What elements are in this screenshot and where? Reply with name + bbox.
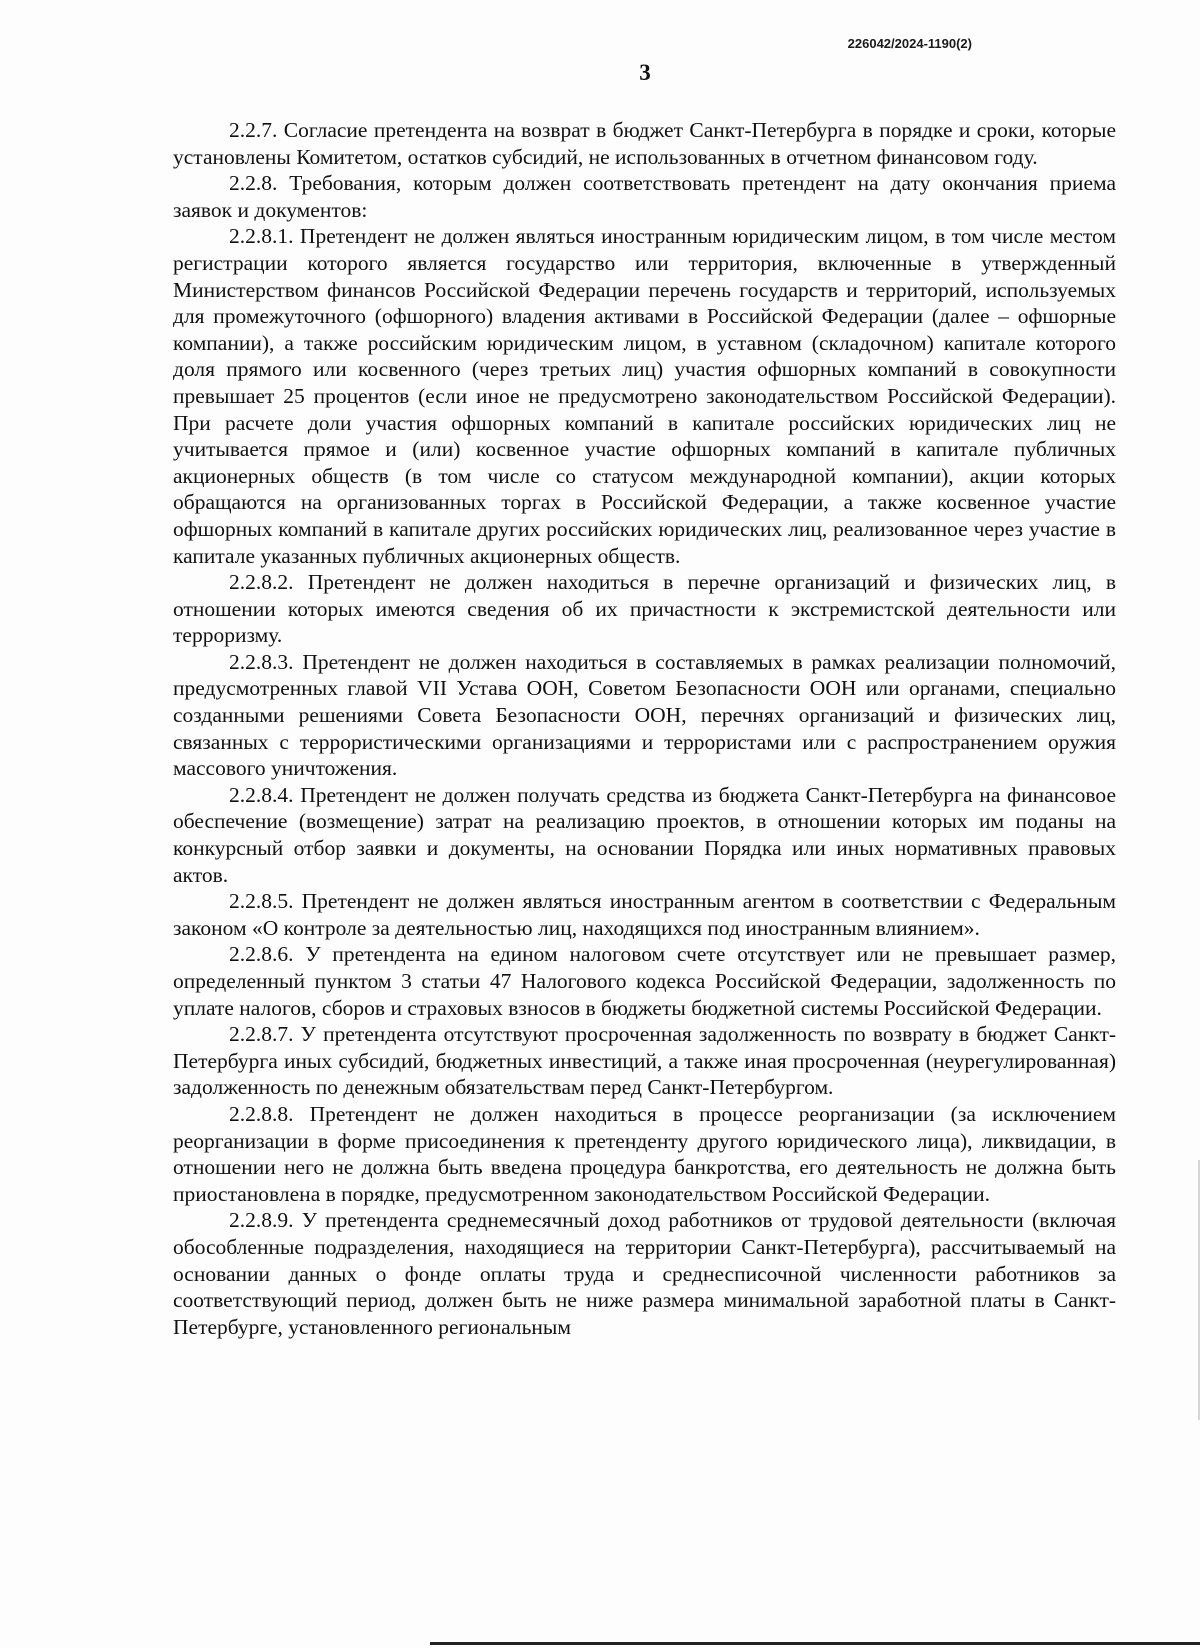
paragraph-2-2-8-1: 2.2.8.1. Претендент не должен являться иностранным юридическим лицом, в том числе местом регистрации которого является государство или территория, включенные в утвержденный Министерством финансов Российской Федерации перечень государств и территорий, используемых для промежуточного (офшорного) владения активами в Российской Федерации (далее – офшорные компании), а также российским юридическим лицом, в уставном (складочном) капитале которого доля прямого или косвенного (через третьих лиц) участия офшорных компаний в совокупности превышает 25 процентов (если иное не предусмотрено законодательством Российской Федерации). При расчете доли участия офшорных компаний в капитале российских юридических лиц не учитывается прямое и (или) косвенное участие офшорных компаний в капитале публичных акционерных обществ (в том числе со статусом международной компании), акции которых обращаются на организованных торгах в Российской Федерации, а также косвенное участие офшорных компаний в капитале других российских юридических лиц, реализованное через участие в капитале указанных публичных акционерных обществ. bbox=[173, 224, 1116, 568]
paragraph-2-2-8-5: 2.2.8.5. Претендент не должен являться иностранным агентом в соответствии с Федеральным законом «О контроле за деятельностью лиц, находящихся под иностранным влиянием». bbox=[173, 889, 1116, 940]
paragraph-2-2-8: 2.2.8. Требования, которым должен соответствовать претендент на дату окончания приема заявок и документов: bbox=[173, 171, 1116, 222]
document-registration-number: 226042/2024-1190(2) bbox=[847, 36, 972, 51]
paragraph-2-2-7: 2.2.7. Согласие претендента на возврат в бюджет Санкт-Петербурга в порядке и сроки, которые установлены Комитетом, остатков субсидий, не использованных в отчетном финансовом году. bbox=[173, 118, 1116, 169]
paragraph-2-2-8-8: 2.2.8.8. Претендент не должен находиться в процессе реорганизации (за исключением реорганизации в форме присоединения к претенденту другого юридического лица), ликвидации, в отношении него не должна быть введена процедура банкротства, его деятельность не должна быть приостановлена в порядке, предусмотренном законодательством Российской Федерации. bbox=[173, 1101, 1116, 1206]
paragraph-2-2-8-6: 2.2.8.6. У претендента на едином налоговом счете отсутствует или не превышает размер, определенный пунктом 3 статьи 47 Налогового кодекса Российской Федерации, задолженность по уплате налогов, сборов и страховых взносов в бюджеты бюджетной системы Российской Федерации. bbox=[173, 942, 1116, 1020]
paragraph-2-2-8-2: 2.2.8.2. Претендент не должен находиться в перечне организаций и физических лиц, в отношении которых имеются сведения об их причастности к экстремистской деятельности или терроризму. bbox=[173, 570, 1116, 648]
paragraph-2-2-8-4: 2.2.8.4. Претендент не должен получать средства из бюджета Санкт-Петербурга на финансовое обеспечение (возмещение) затрат на реализацию проектов, в отношении которых им поданы на конкурсный отбор заявки и документы, на основании Порядка или иных нормативных правовых актов. bbox=[173, 782, 1116, 887]
page-number: 3 bbox=[639, 60, 651, 85]
scan-bottom-edge bbox=[430, 1642, 1200, 1645]
paragraph-2-2-8-9: 2.2.8.9. У претендента среднемесячный доход работников от трудовой деятельности (включая обособленные подразделения, находящиеся на территории Санкт-Петербурга), рассчитываемый на основании данных о фонде оплаты труда и среднесписочной численности работников за соответствующий период, должен быть не ниже размера минимальной заработной платы в Санкт-Петербурге, установленного региональным bbox=[173, 1208, 1116, 1339]
paragraph-2-2-8-7: 2.2.8.7. У претендента отсутствуют просроченная задолженность по возврату в бюджет Санкт-Петербурга иных субсидий, бюджетных инвестиций, а также иная просроченная (неурегулированная) задолженность по денежным обязательствам перед Санкт-Петербургом. bbox=[173, 1022, 1116, 1100]
paragraph-2-2-8-3: 2.2.8.3. Претендент не должен находиться в составляемых в рамках реализации полномочий, предусмотренных главой VII Устава ООН, Советом Безопасности ООН или органами, специально созданными решениями Совета Безопасности ООН, перечнях организаций и физических лиц, связанных с террористическими организациями и террористами или с распространением оружия массового уничтожения. bbox=[173, 649, 1116, 781]
document-body bbox=[173, 117, 1116, 1340]
